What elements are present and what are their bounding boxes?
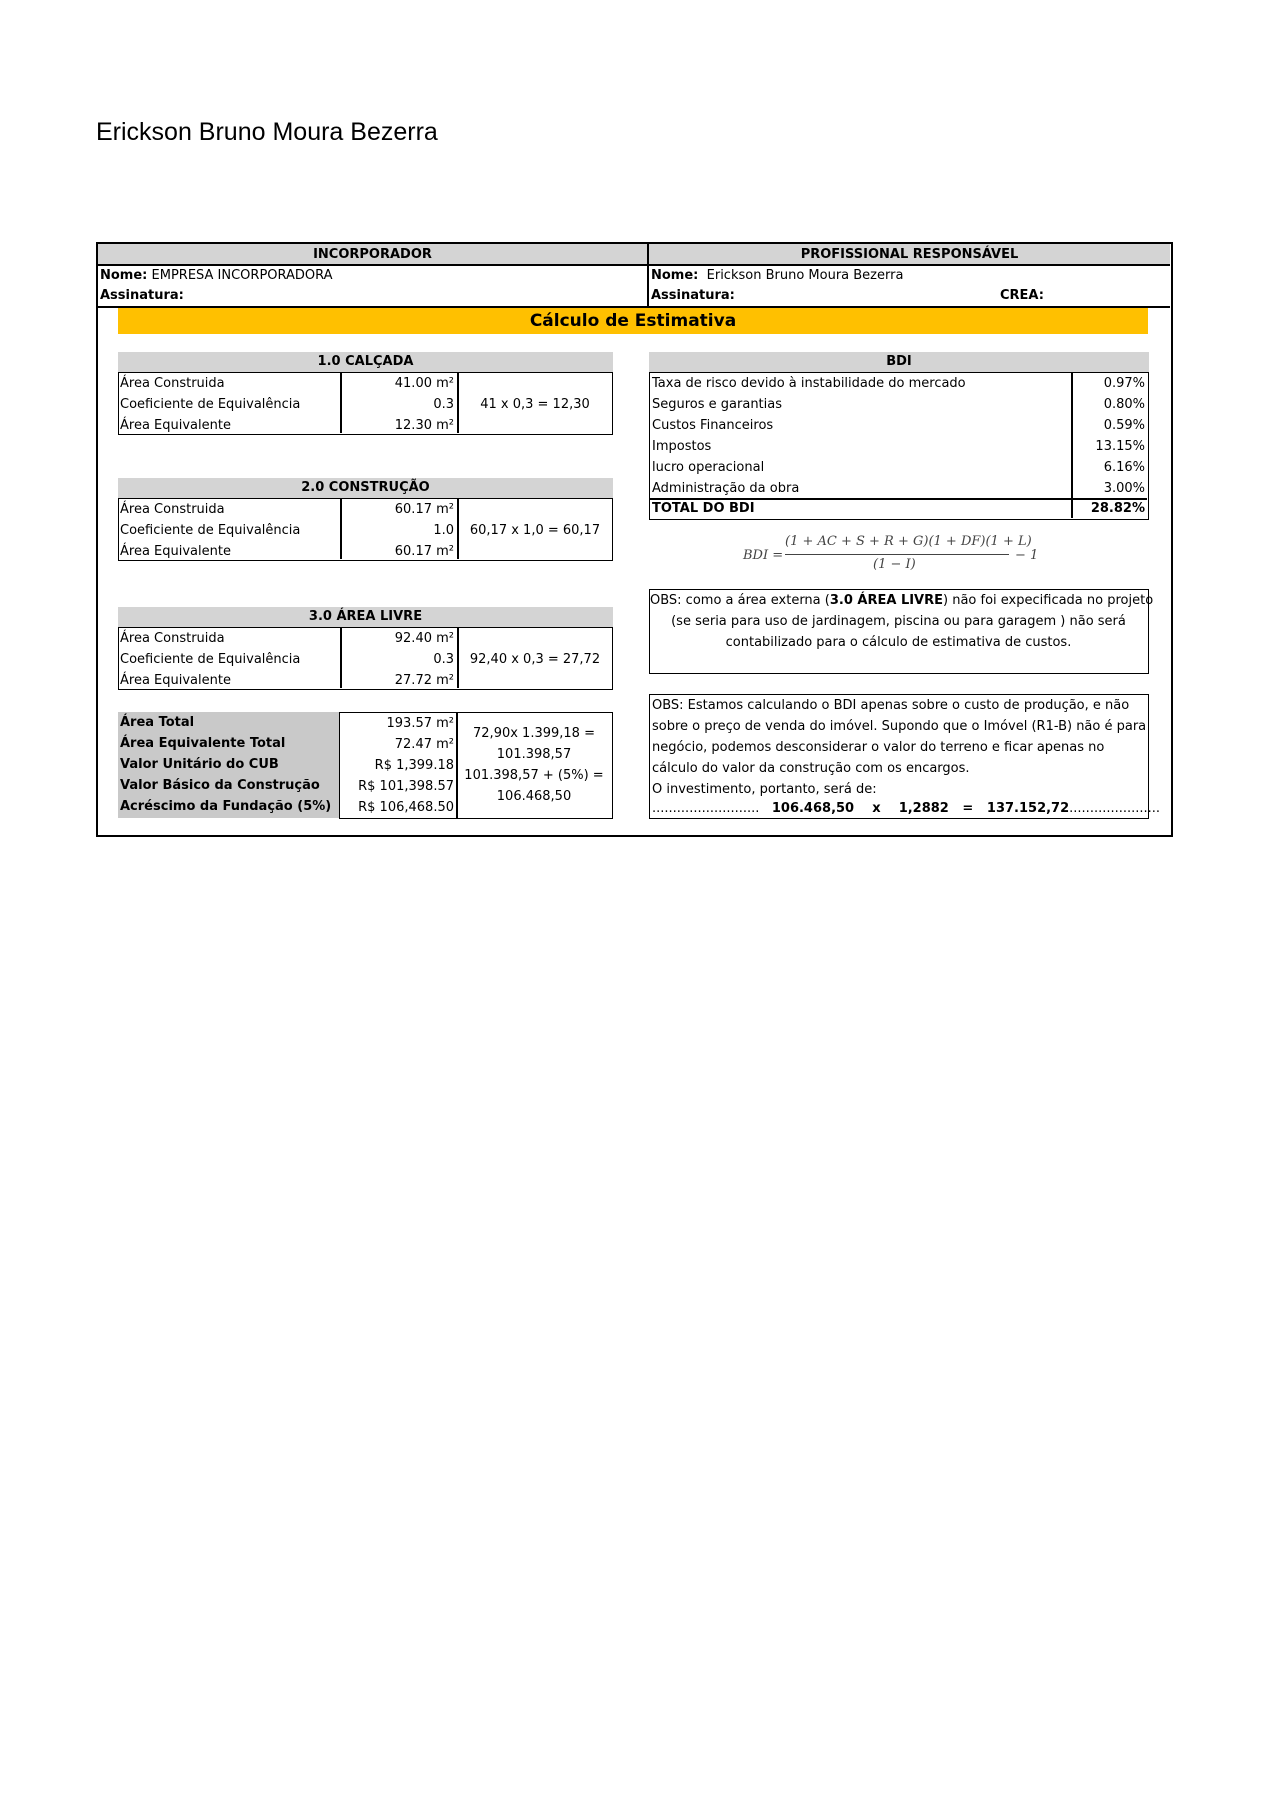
nome-label: Nome: — [651, 268, 699, 283]
total-value: 72.47 m² — [394, 737, 454, 752]
row-value: 12.30 m² — [394, 418, 454, 433]
total-label: Área Equivalente Total — [120, 736, 286, 751]
obs-line: OBS: Estamos calculando o BDI apenas sobre o custo de produção, e não — [652, 698, 1130, 713]
obs-line: OBS: como a área externa (3.0 ÁREA LIVRE) não foi expecificada no projeto — [650, 593, 1154, 608]
estimate-sheet — [96, 242, 1173, 837]
section-title: 2.0 CONSTRUÇÃO — [118, 478, 613, 498]
totals-label-block — [118, 712, 339, 818]
formula-fraction-bar — [785, 554, 1009, 555]
nome-label: Nome: — [100, 268, 148, 283]
calc-line: 101.398,57 + (5%) = — [464, 768, 604, 783]
obs-line: cálculo do valor da construção com os encargos. — [652, 761, 970, 776]
author-name: Erickson Bruno Moura Bezerra — [96, 118, 438, 146]
total-label: Acréscimo da Fundação (5%) — [120, 799, 332, 814]
section-title: 1.0 CALÇADA — [118, 352, 613, 372]
formula-tail: − 1 — [1015, 548, 1039, 563]
bdi-label: Administração da obra — [652, 481, 800, 496]
obs-line: negócio, podemos desconsiderar o valor do terreno e ficar apenas no — [652, 740, 1105, 755]
obs-line: contabilizado para o cálculo de estimativa de custos. — [725, 635, 1072, 650]
row-label: Área Construida — [120, 376, 225, 391]
row-value: 60.17 m² — [394, 544, 454, 559]
bdi-value: 0.97% — [1103, 376, 1145, 391]
calc-line: 101.398,57 — [496, 747, 572, 762]
bdi-label: Impostos — [652, 439, 712, 454]
calc-note: 41 x 0,3 = 12,30 — [480, 397, 590, 412]
obs-line: sobre o preço de venda do imóvel. Supondo que o Imóvel (R1-B) não é para — [652, 719, 1147, 734]
profissional-header — [649, 244, 1170, 266]
totals-calc — [456, 712, 613, 819]
row-label: Coeficiente de Equivalência — [120, 652, 301, 667]
bdi-value: 13.15% — [1095, 439, 1145, 454]
total-label: Valor Básico da Construção — [120, 778, 320, 793]
bdi-label: Taxa de risco devido à instabilidade do mercado — [652, 376, 966, 391]
section-table — [118, 627, 613, 690]
row-label: Coeficiente de Equivalência — [120, 523, 301, 538]
assinatura-label: Assinatura: — [651, 288, 735, 303]
row-value: 1.0 — [433, 523, 454, 538]
calc-line: 106.468,50 — [496, 789, 572, 804]
investment-result: .......................... 106.468,50 x 1,2882 = 137.152,72...................... — [652, 801, 1161, 816]
crea-label: CREA: — [1000, 288, 1044, 303]
bdi-table — [649, 372, 1149, 520]
section-title: 3.0 ÁREA LIVRE — [118, 607, 613, 627]
totals-values — [339, 712, 458, 819]
profissional-title: PROFISSIONAL RESPONSÁVEL — [800, 247, 1019, 262]
row-label: Coeficiente de Equivalência — [120, 397, 301, 412]
incorporador-nome: EMPRESA INCORPORADORA — [151, 268, 333, 283]
row-value: 0.3 — [433, 397, 454, 412]
profissional-info — [649, 266, 1170, 308]
total-value: R$ 106,468.50 — [358, 800, 454, 815]
row-label: Área Equivalente — [120, 418, 231, 433]
bdi-value: 0.59% — [1103, 418, 1145, 433]
incorporador-title: INCORPORADOR — [313, 247, 432, 262]
bdi-formula — [743, 534, 1143, 578]
calc-note: 92,40 x 0,3 = 27,72 — [469, 652, 601, 667]
obs-box-area-livre — [649, 589, 1154, 674]
bdi-total-label: TOTAL DO BDI — [652, 501, 755, 516]
total-value: 193.57 m² — [386, 716, 454, 731]
row-label: Área Construida — [120, 502, 225, 517]
incorporador-info — [98, 266, 649, 308]
row-value: 92.40 m² — [394, 631, 454, 646]
profissional-nome: Erickson Bruno Moura Bezerra — [706, 268, 904, 283]
banner-title: Cálculo de Estimativa — [118, 308, 1148, 334]
obs-box-bdi — [649, 694, 1161, 819]
calc-line: 72,90x 1.399,18 = — [473, 726, 595, 741]
section-table — [118, 498, 613, 561]
formula-numerator: (1 + AC + S + R + G)(1 + DF)(1 + L) — [785, 534, 1032, 549]
section-table — [118, 372, 613, 435]
total-label: Área Total — [120, 715, 195, 730]
calc-note: 60,17 x 1,0 = 60,17 — [469, 523, 601, 538]
bdi-title: BDI — [649, 352, 1149, 372]
row-value: 27.72 m² — [394, 673, 454, 688]
row-label: Área Construida — [120, 631, 225, 646]
bdi-label: Seguros e garantias — [652, 397, 783, 412]
obs-line: (se seria para uso de jardinagem, piscina ou para garagem ) não será — [671, 614, 1126, 629]
formula-denominator: (1 − I) — [873, 557, 916, 572]
bdi-total-value: 28.82% — [1090, 501, 1145, 516]
bdi-label: Custos Financeiros — [652, 418, 774, 433]
bdi-value: 3.00% — [1103, 481, 1145, 496]
formula-lhs: BDI = — [743, 548, 784, 563]
row-label: Área Equivalente — [120, 544, 231, 559]
obs-line: O investimento, portanto, será de: — [652, 782, 877, 797]
bdi-value: 6.16% — [1103, 460, 1145, 475]
incorporador-header — [98, 244, 649, 266]
row-value: 41.00 m² — [394, 376, 454, 391]
total-value: R$ 101,398.57 — [358, 779, 454, 794]
row-label: Área Equivalente — [120, 673, 231, 688]
total-label: Valor Unitário do CUB — [120, 757, 279, 772]
total-value: R$ 1,399.18 — [374, 758, 454, 773]
row-value: 0.3 — [433, 652, 454, 667]
row-value: 60.17 m² — [394, 502, 454, 517]
bdi-label: lucro operacional — [652, 460, 765, 475]
assinatura-label: Assinatura: — [100, 288, 184, 303]
bdi-value: 0.80% — [1103, 397, 1145, 412]
